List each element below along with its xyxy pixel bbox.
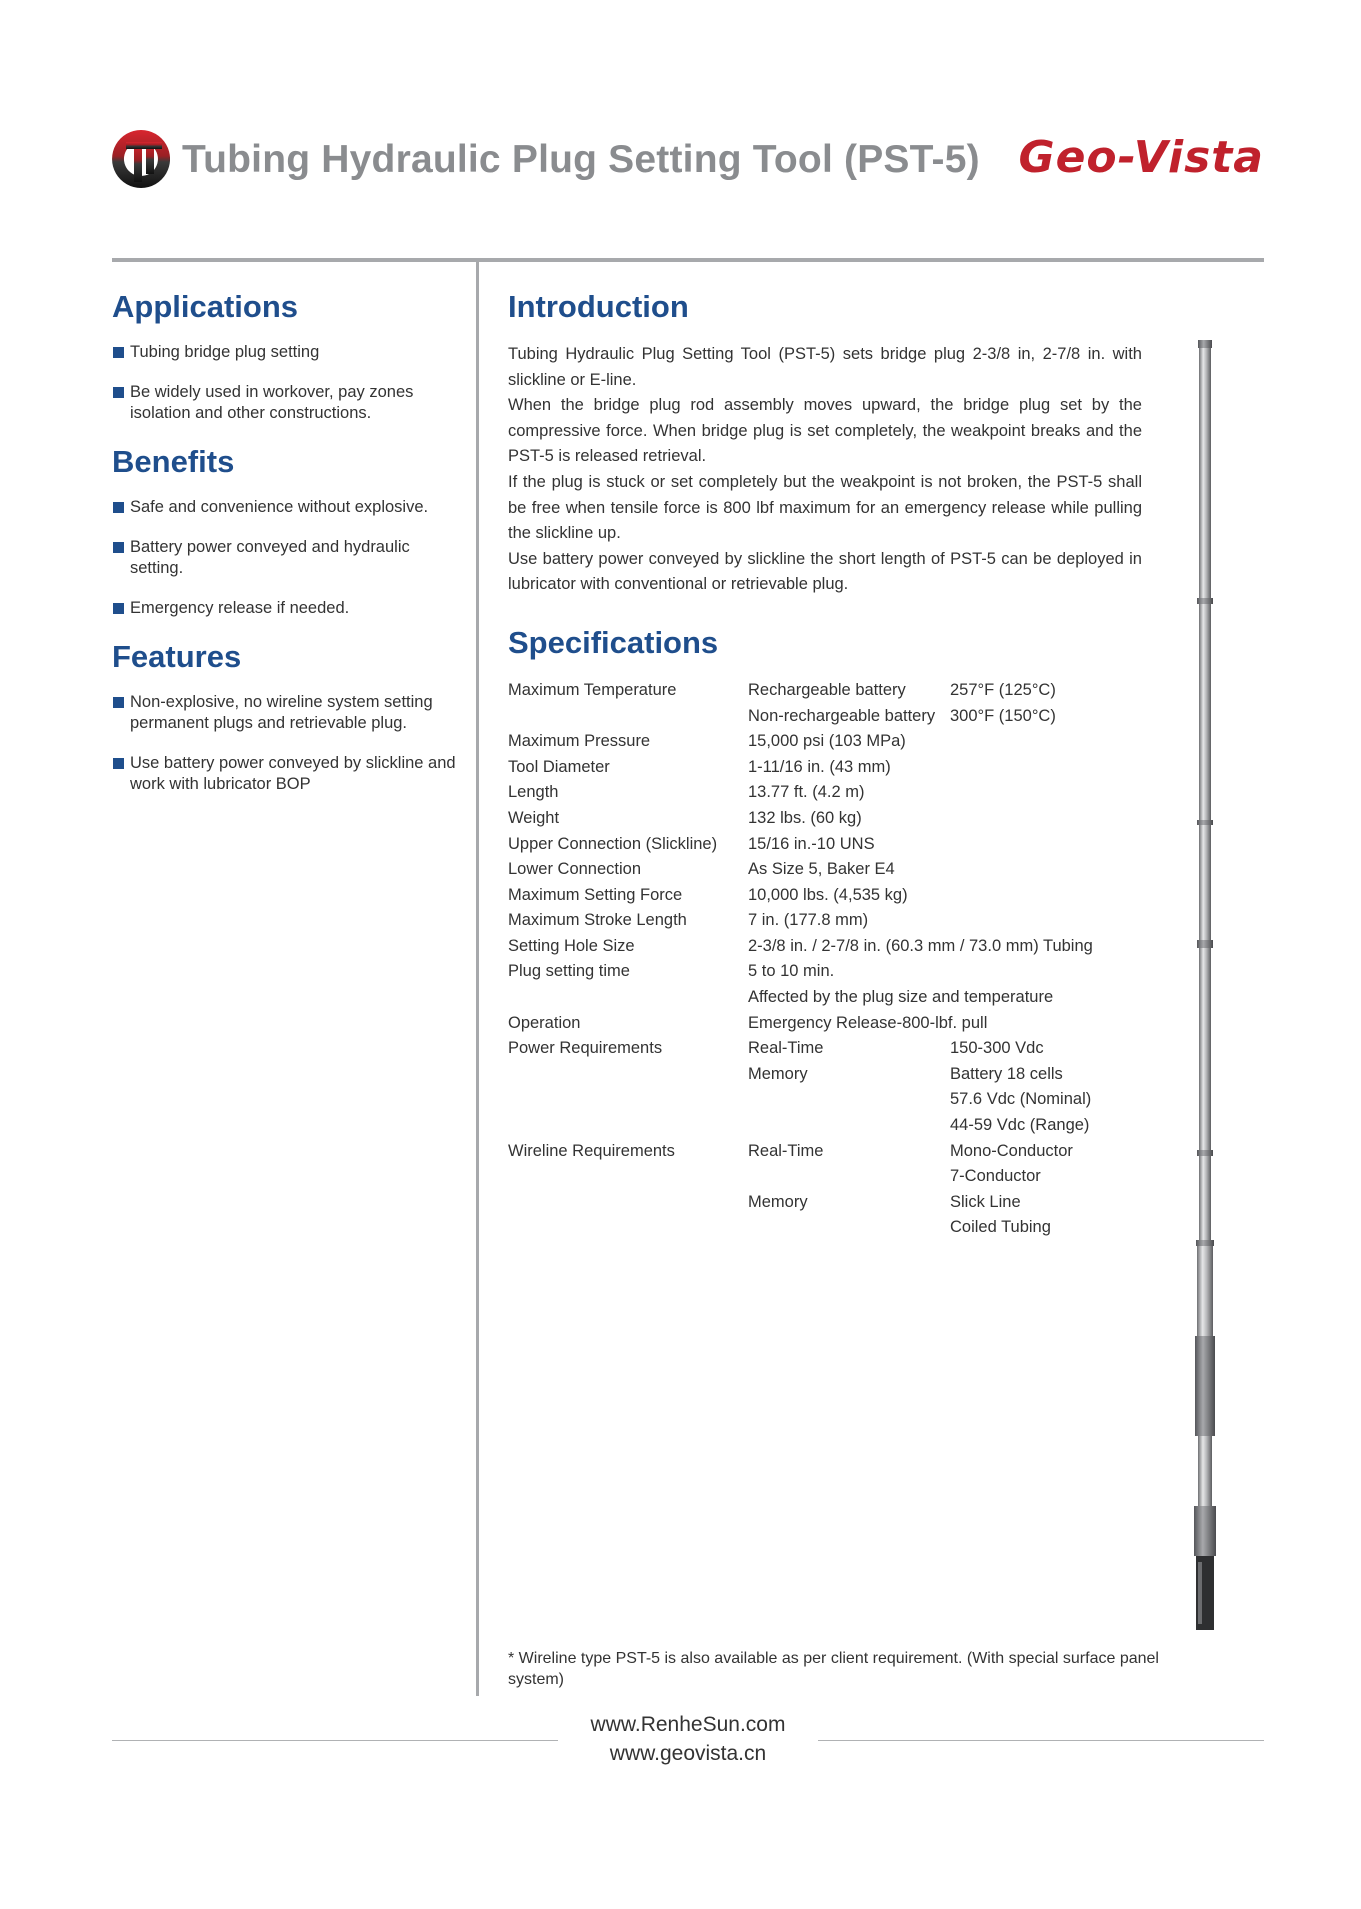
spec-value: Memory — [748, 1064, 808, 1083]
spec-label: Upper Connection (Slickline) — [508, 834, 718, 853]
renhesun-logo-icon — [112, 128, 170, 190]
introduction-heading: Introduction — [508, 289, 689, 324]
benefits-heading: Benefits — [112, 444, 235, 479]
spec-value — [950, 959, 1142, 985]
spec-row — [508, 857, 1142, 883]
spec-value: 44-59 Vdc (Range) — [950, 1116, 1090, 1135]
spec-value: Slick Line — [950, 1192, 1021, 1211]
spec-label: Wireline Requirements — [508, 1141, 675, 1160]
page-footer — [112, 1706, 1264, 1766]
intro-paragraph: Tubing Hydraulic Plug Setting Tool (PST-5) sets bridge plug 2-3/8 in, 2-7/8 in. with slickline or E-line. — [508, 345, 1142, 389]
features-heading: Features — [112, 639, 242, 674]
spec-value — [950, 780, 1142, 806]
footer-divider — [112, 1740, 558, 1741]
spec-row — [508, 755, 1142, 781]
spec-row — [508, 1036, 1142, 1062]
spec-value: 1-11/16 in. (43 mm) — [748, 757, 891, 776]
spec-row — [508, 1087, 1142, 1113]
features-section — [112, 638, 462, 795]
spec-value: Real-Time — [748, 1141, 824, 1160]
page-title: Tubing Hydraulic Plug Setting Tool (PST-5) — [182, 138, 980, 181]
spec-value: 132 lbs. (60 kg) — [748, 808, 862, 827]
introduction-body — [508, 342, 1142, 598]
spec-value: 15,000 psi (103 MPa) — [748, 732, 906, 751]
specifications-heading: Specifications — [508, 624, 719, 660]
spec-label — [508, 1215, 748, 1241]
spec-label: Maximum Pressure — [508, 732, 651, 751]
list-item: Use battery power conveyed by slickline and work with lubricator BOP — [112, 753, 462, 795]
spec-row — [508, 678, 1142, 704]
spec-value: Memory — [748, 1192, 808, 1211]
geovista-website-link[interactable]: www.geovista.cn — [609, 1742, 767, 1765]
spec-row — [508, 1139, 1142, 1165]
square-bullet-icon — [113, 387, 124, 398]
spec-value: Coiled Tubing — [950, 1218, 1051, 1237]
spec-value: 57.6 Vdc (Nominal) — [950, 1090, 1092, 1109]
spec-value: Affected by the plug size and temperature — [748, 988, 1054, 1007]
benefits-list — [112, 497, 462, 619]
footer-divider — [818, 1740, 1264, 1741]
spec-row — [508, 985, 1142, 1011]
spec-value: Rechargeable battery — [748, 680, 906, 699]
spec-value: 15/16 in.-10 UNS — [748, 834, 875, 853]
spec-value: 7 in. (177.8 mm) — [748, 911, 869, 930]
spec-value — [950, 806, 1142, 832]
spec-value: 5 to 10 min. — [748, 962, 835, 981]
spec-value: 150-300 Vdc — [950, 1039, 1044, 1058]
spec-row — [508, 1113, 1142, 1139]
spec-value: 10,000 lbs. (4,535 kg) — [748, 885, 908, 904]
spec-value: 300°F (150°C) — [950, 706, 1056, 725]
tool-photo — [1192, 340, 1218, 1630]
spec-row — [508, 832, 1142, 858]
square-bullet-icon — [113, 697, 124, 708]
spec-label: Setting Hole Size — [508, 936, 635, 955]
spec-value: 2-3/8 in. / 2-7/8 in. (60.3 mm / 73.0 mm) Tubing — [748, 936, 1093, 955]
spec-value: 7-Conductor — [950, 1167, 1041, 1186]
specifications-table — [508, 678, 1142, 1241]
features-list — [112, 692, 462, 795]
square-bullet-icon — [113, 542, 124, 553]
spec-value — [748, 1164, 950, 1190]
spec-value: Real-Time — [748, 1039, 824, 1058]
spec-value: 257°F (125°C) — [950, 680, 1056, 699]
spec-value — [950, 883, 1142, 909]
square-bullet-icon — [113, 347, 124, 358]
spec-label: Maximum Stroke Length — [508, 911, 687, 930]
spec-value — [950, 985, 1142, 1011]
spec-value — [950, 729, 1142, 755]
list-item: Battery power conveyed and hydraulic setting. — [112, 537, 462, 579]
spec-label: Maximum Temperature — [508, 680, 677, 699]
spec-row — [508, 729, 1142, 755]
footnote: * Wireline type PST-5 is also available as per client requirement. (With special surface panel system) — [508, 1650, 1159, 1688]
square-bullet-icon — [113, 603, 124, 614]
spec-label — [508, 1190, 748, 1216]
list-item: Safe and convenience without explosive. — [112, 497, 462, 518]
spec-row — [508, 908, 1142, 934]
spec-row — [508, 883, 1142, 909]
footer-links — [558, 1710, 818, 1768]
spec-value: Battery 18 cells — [950, 1064, 1063, 1083]
spec-row — [508, 704, 1142, 730]
spec-row — [508, 1062, 1142, 1088]
spec-label: Power Requirements — [508, 1039, 663, 1058]
spec-label: Operation — [508, 1013, 581, 1032]
spec-row — [508, 1215, 1142, 1241]
spec-label — [508, 704, 748, 730]
column-divider — [476, 260, 479, 1696]
spec-label: Weight — [508, 808, 560, 827]
spec-label: Lower Connection — [508, 860, 641, 879]
spec-row — [508, 1190, 1142, 1216]
benefits-section — [112, 443, 462, 619]
spec-label — [508, 1164, 748, 1190]
spec-value — [748, 1087, 950, 1113]
square-bullet-icon — [113, 502, 124, 513]
spec-label: Tool Diameter — [508, 757, 610, 776]
intro-paragraph: Use battery power conveyed by slickline the short length of PST-5 can be deployed in lubricator with conventional or retrievable plug. — [508, 549, 1142, 594]
spec-label — [508, 1087, 748, 1113]
left-column — [112, 288, 462, 814]
spec-value — [950, 832, 1142, 858]
spec-value: Non-rechargeable battery — [748, 706, 936, 725]
intro-paragraph: If the plug is stuck or set completely but the weakpoint is not broken, the PST-5 shall be free when tensile force is 800 lbf maximum for an emergency release while pulling the slickline up. — [508, 472, 1142, 543]
spec-value: Mono-Conductor — [950, 1141, 1073, 1160]
spec-label — [508, 1062, 748, 1088]
spec-value: Emergency Release-800-lbf. pull — [748, 1013, 988, 1032]
header-divider — [112, 258, 1264, 262]
spec-value — [950, 857, 1142, 883]
list-item: Non-explosive, no wireline system setting permanent plugs and retrievable plug. — [112, 692, 462, 734]
spec-value — [950, 908, 1142, 934]
spec-label: Maximum Setting Force — [508, 885, 683, 904]
spec-row — [508, 1164, 1142, 1190]
spec-label: Plug setting time — [508, 962, 630, 981]
spec-value — [950, 1011, 1142, 1037]
geovista-brand-logo: Geo-Vista — [1018, 132, 1264, 183]
square-bullet-icon — [113, 758, 124, 769]
spec-value: 13.77 ft. (4.2 m) — [748, 783, 865, 802]
applications-heading: Applications — [112, 289, 299, 324]
spec-label — [508, 985, 748, 1011]
applications-list — [112, 342, 462, 424]
right-column — [508, 288, 1142, 1241]
list-item: Tubing bridge plug setting — [112, 342, 462, 363]
page-header — [112, 124, 1264, 194]
spec-value: As Size 5, Baker E4 — [748, 860, 895, 879]
list-item: Be widely used in workover, pay zones isolation and other constructions. — [112, 382, 462, 424]
spec-row — [508, 780, 1142, 806]
renhesun-website-link[interactable]: www.RenheSun.com — [590, 1713, 786, 1736]
spec-label — [508, 1113, 748, 1139]
spec-label: Length — [508, 783, 559, 802]
spec-row — [508, 806, 1142, 832]
spec-value — [748, 1215, 950, 1241]
spec-value — [950, 755, 1142, 781]
spec-row — [508, 934, 1142, 960]
list-item: Emergency release if needed. — [112, 598, 462, 619]
spec-row — [508, 1011, 1142, 1037]
intro-paragraph: When the bridge plug rod assembly moves upward, the bridge plug set by the compressive force. When bridge plug is set completely, the weakpoint breaks and the PST-5 is released retrieval. — [508, 396, 1142, 466]
spec-value — [950, 934, 1142, 960]
spec-row — [508, 959, 1142, 985]
spec-value — [748, 1113, 950, 1139]
applications-section — [112, 288, 462, 424]
